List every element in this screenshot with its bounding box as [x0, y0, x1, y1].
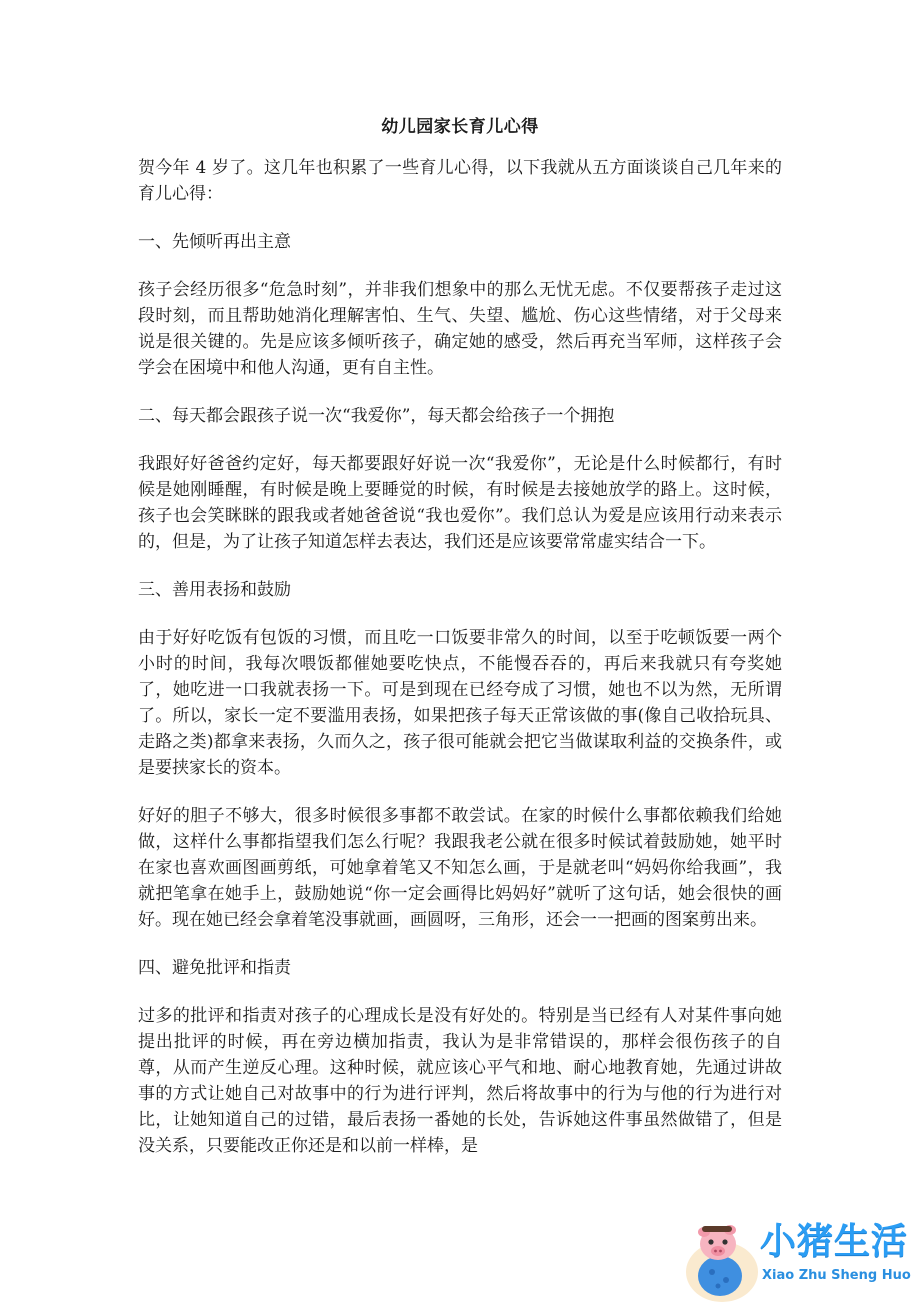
pig-mascot-icon [680, 1214, 760, 1302]
paragraph: 好好的胆子不够大，很多时候很多事都不敢尝试。在家的时候什么事都依赖我们给她做，这样什么事都指望我们怎么行呢？我跟我老公就在很多时候试着鼓励她，她平时在家也喜欢画图画剪纸，可她拿着笔又不知怎么画，于是就老叫“妈妈你给我画”，我就把笔拿在她手上，鼓励她说“你一定会画得比妈妈好”就听了这句话，她会很快的画好。现在她已经会拿着笔没事就画，画圆呀，三角形，还会一一把画的图案剪出来。 [138, 806, 782, 930]
brand-name: 小猪生活 [760, 1221, 909, 1262]
paragraph: 孩子会经历很多“危急时刻”，并非我们想象中的那么无忧无虑。不仅要帮孩子走过这段时刻，而且帮助她消化理解害怕、生气、失望、尴尬、伤心这些情绪，对于父母来说是很关键的。先是应该多倾听孩子，确定她的感受，然后再充当军师，这样孩子会学会在困境中和他人沟通，更有自主性。 [138, 280, 782, 378]
paragraph-intro: 贺今年 4 岁了。这几年也积累了一些育儿心得，以下我就从五方面谈谈自己几年来的育儿心得： [138, 158, 782, 204]
brand-watermark [680, 1214, 920, 1302]
section-heading-2: 二、每天都会跟孩子说一次“我爱你”，每天都会给孩子一个拥抱 [138, 406, 615, 426]
section-heading-3: 三、善用表扬和鼓励 [138, 580, 291, 600]
section-heading-4: 四、避免批评和指责 [138, 958, 291, 978]
document-title: 幼儿园家长育儿心得 [381, 117, 539, 137]
paragraph: 由于好好吃饭有包饭的习惯，而且吃一口饭要非常久的时间，以至于吃顿饭要一两个小时的时间，我每次喂饭都催她要吃快点，不能慢吞吞的，再后来我就只有夸奖她了，她吃进一口我就表扬一下。可是到现在已经夸成了习惯，她也不以为然，无所谓了。所以，家长一定不要滥用表扬，如果把孩子每天正常该做的事(像自己收拾玩具、走路之类)都拿来表扬，久而久之，孩子很可能就会把它当做谋取利益的交换条件，或是要挟家长的资本。 [138, 628, 782, 778]
paragraph: 我跟好好爸爸约定好，每天都要跟好好说一次“我爱你”，无论是什么时候都行，有时候是她刚睡醒，有时候是晚上要睡觉的时候，有时候是去接她放学的路上。这时候，孩子也会笑眯眯的跟我或者她爸爸说“我也爱你”。我们总认为爱是应该用行动来表示的，但是，为了让孩子知道怎样去表达，我们还是应该要常常虚实结合一下。 [138, 454, 782, 552]
paragraph: 过多的批评和指责对孩子的心理成长是没有好处的。特别是当已经有人对某件事向她提出批评的时候，再在旁边横加指责，我认为是非常错误的，那样会很伤孩子的自尊，从而产生逆反心理。这种时候，就应该心平气和地、耐心地教育她，先通过讲故事的方式让她自己对故事中的行为进行评判，然后将故事中的行为与他的行为进行对比，让她知道自己的过错，最后表扬一番她的长处，告诉她这件事虽然做错了，但是没关系，只要能改正你还是和以前一样棒，是 [138, 1006, 782, 1156]
brand-pinyin: Xiao Zhu Sheng Huo [762, 1268, 911, 1283]
document-body [138, 155, 782, 1181]
section-heading-1: 一、先倾听再出主意 [138, 232, 291, 252]
